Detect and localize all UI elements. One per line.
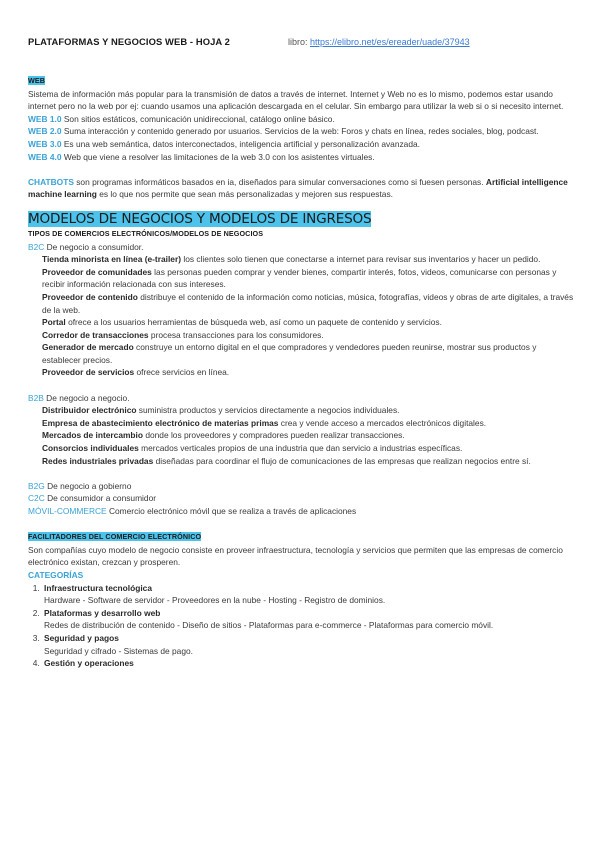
item-text: procesa transacciones para los consumidores.: [148, 329, 324, 340]
item-text: suministra productos y servicios directamente a negocios individuales.: [136, 405, 400, 416]
modelos-title: MODELOS DE NEGOCIOS Y MODELOS DE INGRESOS: [28, 210, 372, 227]
item-detail: Hardware - Software de servidor - Proveedores en la nube - Hosting - Registro de dominios.: [44, 595, 386, 606]
item-bold: Portal: [42, 317, 66, 328]
item-text: crea y vende acceso a mercados electrónicos digitales.: [278, 417, 487, 428]
b2b-text: De negocio a negocio.: [43, 392, 130, 403]
modelos-section: [28, 211, 574, 518]
list-item: [42, 266, 574, 291]
libro-reference: [288, 36, 470, 49]
item-title: Infraestructura tecnológica: [44, 582, 152, 593]
item-bold: Tienda minorista en línea (e-trailer): [42, 254, 182, 265]
item-detail: Redes de distribución de contenido - Diseño de sitios - Plataformas para e-commerce - Plataformas para comercio móvil.: [44, 620, 494, 631]
web-version-text: Web que viene a resolver las limitaciones de la web 3.0 con los asistentes virtuales.: [61, 151, 375, 162]
item-text: donde los proveedores y compradores pueden realizar transacciones.: [143, 430, 405, 441]
item-title: Plataformas y desarrollo web: [44, 607, 161, 618]
web-section: [28, 74, 574, 163]
document-title: PLATAFORMAS Y NEGOCIOS WEB - HOJA 2: [28, 36, 230, 47]
libro-link[interactable]: https://elibro.net/es/ereader/uade/37943: [310, 37, 470, 47]
list-item: [42, 657, 574, 670]
list-item: [42, 341, 574, 366]
web-version-text: Suma interacción y contenido generado por usuarios. Servicios de la web: Foros y chats en línea, redes sociales, blog, podcast.: [61, 126, 539, 137]
list-item: [42, 417, 574, 430]
item-bold: Proveedor de servicios: [42, 367, 135, 378]
movil-commerce-text: Comercio electrónico móvil que se realiza a través de aplicaciones: [106, 506, 357, 516]
web-version-label: WEB 3.0: [28, 138, 62, 149]
c2c-label: C2C: [28, 493, 45, 504]
b2b-label: B2B: [28, 392, 44, 403]
movil-commerce-label: MÓVIL-COMMERCE: [28, 506, 107, 516]
list-item: [42, 329, 574, 342]
categorias-label: CATEGORÍAS: [28, 569, 84, 580]
item-bold: Proveedor de contenido: [42, 291, 138, 302]
b2c-label: B2C: [28, 241, 45, 252]
item-bold: Distribuidor electrónico: [42, 405, 137, 416]
list-item: [42, 253, 574, 266]
item-title: Gestión y operaciones: [44, 658, 134, 669]
categorias-list: [28, 582, 574, 670]
item-text: los clientes solo tienen que conectarse a internet para revisar sus inventarios y hacer un pedido.: [181, 254, 541, 265]
item-text: mercados verticales propios de una industria que dan servicio a industrias específicas.: [138, 443, 463, 454]
item-bold: Corredor de transacciones: [42, 329, 149, 340]
list-item: [42, 455, 574, 468]
b2g-label: B2G: [28, 480, 45, 491]
chatbots-label: CHATBOTS: [28, 176, 74, 187]
header: [28, 36, 574, 50]
item-text: distribuye el contenido de la información como noticias, música, fotografías, videos y obras de arte digitales, a través de la web.: [42, 291, 574, 315]
list-item: [42, 607, 574, 632]
b2b-list: [28, 404, 574, 467]
web-version-3: [28, 138, 574, 151]
item-text: ofrece servicios en línea.: [134, 367, 230, 378]
item-text: las personas pueden comprar y vender bienes, compartir interés, fotos, videos, comunicarse con personas y recibir información relacionada con sus intereses.: [42, 266, 557, 290]
web-version-label: WEB 2.0: [28, 126, 62, 137]
b2b-line: [28, 392, 574, 405]
item-bold: Consorcios individuales: [42, 443, 139, 454]
item-bold: Generador de mercado: [42, 342, 134, 353]
list-item: [42, 316, 574, 329]
list-item: [42, 366, 574, 379]
item-text: diseñadas para coordinar el flujo de comunicaciones de las empresas que realizan negocios entre sí.: [153, 455, 531, 466]
b2g-line: [28, 480, 574, 493]
chatbots-text-2: es lo que nos permite que sean más personalizadas y mejoren sus respuestas.: [96, 189, 393, 200]
b2g-text: De negocio a gobierno: [44, 480, 132, 491]
modelos-subtitle: TIPOS DE COMERCIOS ELECTRÓNICOS/MODELOS DE NEGOCIOS: [28, 228, 264, 238]
item-text: ofrece a los usuarios herramientas de búsqueda web, así como un paquete de contenido y servicios.: [65, 317, 442, 328]
web-version-label: WEB 1.0: [28, 113, 62, 124]
list-item: [42, 632, 574, 657]
item-title: Seguridad y pagos: [44, 632, 119, 643]
item-bold: Empresa de abastecimiento electrónico de materias primas: [42, 417, 279, 428]
item-bold: Redes industriales privadas: [42, 455, 154, 466]
b2c-text: De negocio a consumidor.: [44, 241, 144, 252]
chatbots-paragraph: [28, 176, 574, 201]
libro-label: libro:: [288, 37, 308, 47]
c2c-text: De consumidor a consumidor: [44, 493, 157, 504]
item-text: construye un entorno digital en el que compradores y vendedores pueden reunirse, mostrar sus productos y establecer precios.: [42, 342, 537, 365]
item-bold: Proveedor de comunidades: [42, 266, 152, 277]
web-version-text: Es una web semántica, datos interconectados, inteligencia artificial y personalización avanzada.: [61, 138, 420, 149]
document-page: [28, 36, 574, 670]
list-item: [42, 429, 574, 442]
list-item: [42, 442, 574, 455]
item-detail: Seguridad y cifrado - Sistemas de pago.: [44, 645, 193, 656]
chatbots-bold: Artificial intelligence machine learning: [28, 176, 568, 200]
web-description: Sistema de información más popular para la transmisión de datos a través de internet. Internet y Web no es lo mismo, podemos estar usando internet pero no la web por ej: cuando usamos una aplicación descargada en el celular. Sin embargo para utilizar la web si o si necesito internet.: [28, 88, 564, 112]
b2c-list: [28, 253, 574, 379]
list-item: [42, 404, 574, 417]
list-item: [42, 582, 574, 607]
list-item: [42, 291, 574, 316]
web-version-text: Son sitios estáticos, comunicación unidireccional, catálogo online básico.: [61, 113, 335, 124]
facilitadores-description: Son compañías cuyo modelo de negocio consiste en proveer infraestructura, tecnología y servicios que permiten que las empresas de comercio electrónico existan, crezcan y prosperen.: [28, 544, 563, 568]
web-version-2: [28, 125, 574, 138]
item-bold: Mercados de intercambio: [42, 430, 143, 441]
facilitadores-heading: FACILITADORES DEL COMERCIO ELECTRÓNICO: [28, 532, 202, 542]
chatbots-text-1: son programas informáticos basados en ia, diseñados para simular conversaciones como si fuesen personas.: [73, 176, 486, 187]
web-heading: WEB: [28, 76, 46, 85]
movil-commerce-line: [28, 505, 574, 518]
web-version-label: WEB 4.0: [28, 151, 62, 162]
b2c-line: [28, 241, 574, 254]
facilitadores-section: [28, 530, 574, 670]
c2c-line: [28, 492, 574, 505]
web-version-4: [28, 151, 574, 164]
web-version-1: [28, 113, 574, 126]
